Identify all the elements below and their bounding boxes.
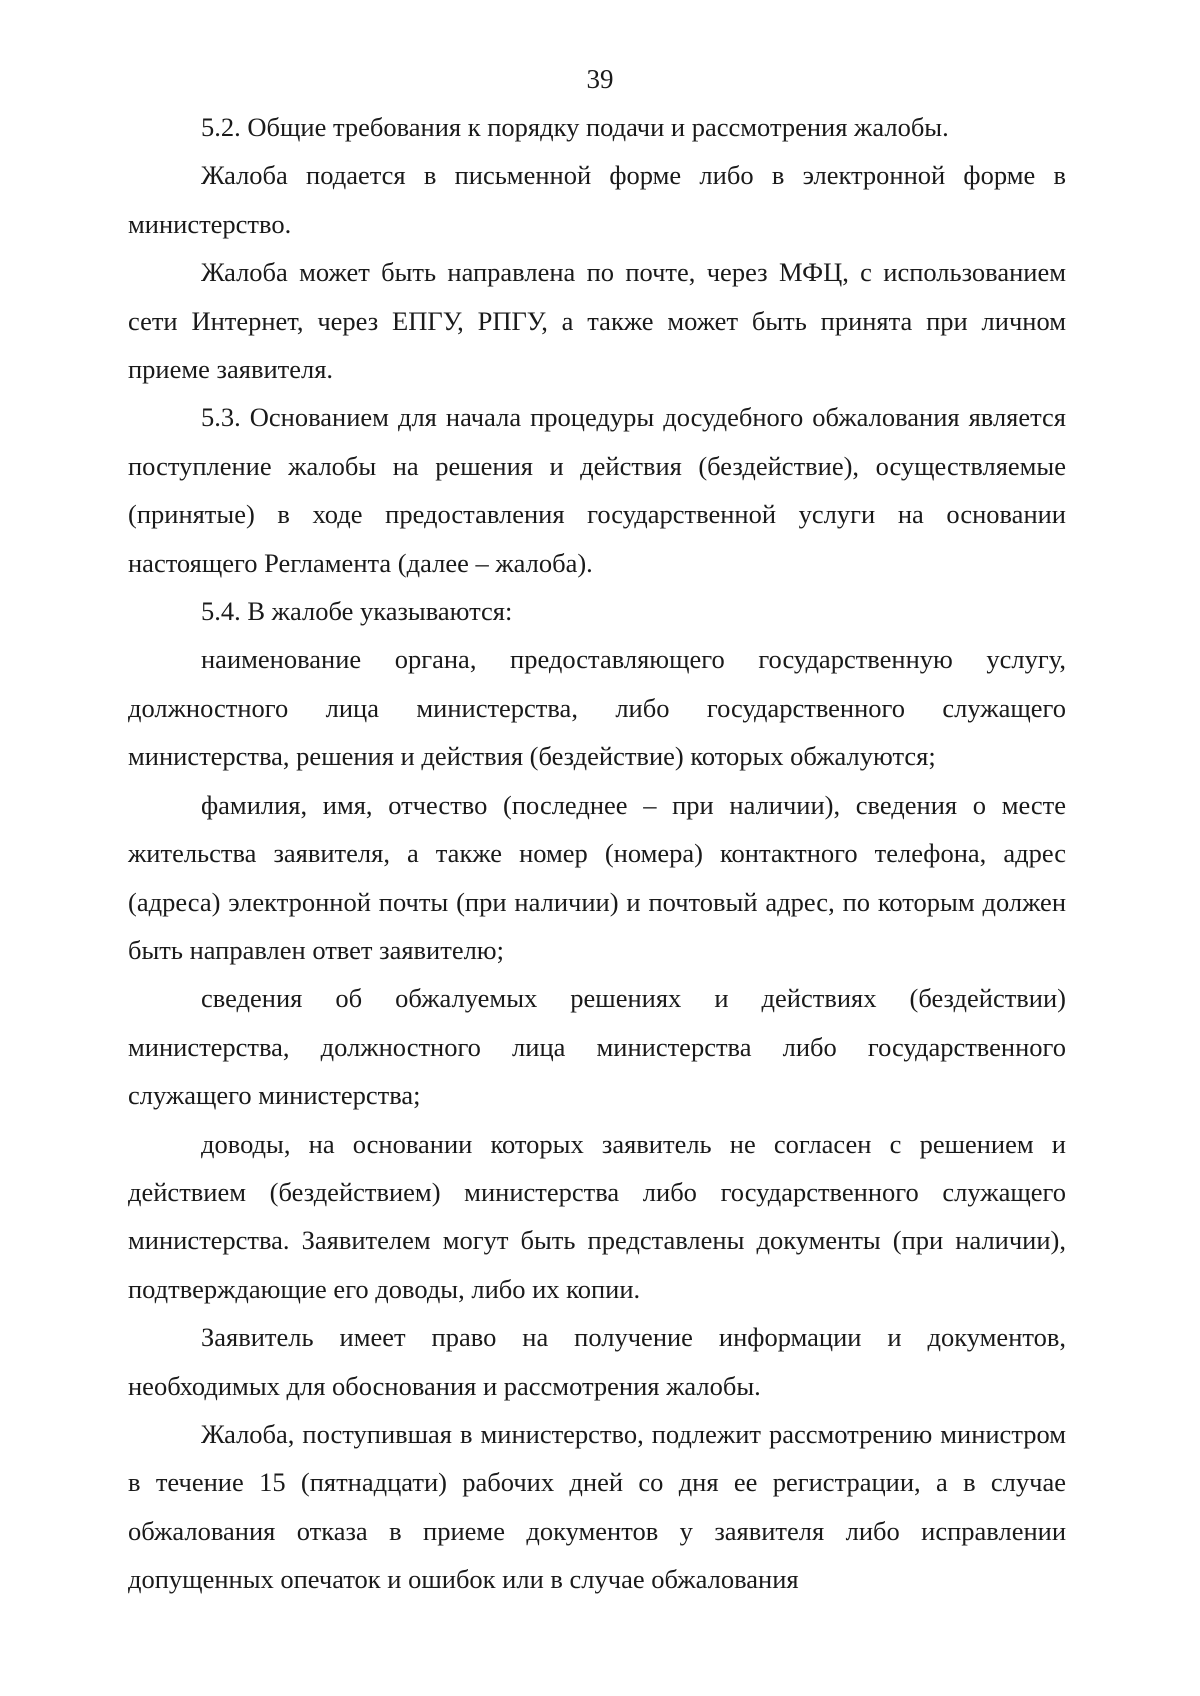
paragraph-5-2-heading: 5.2. Общие требования к порядку подачи и рассмотрения жалобы. [201,112,949,142]
document-body [128,103,1066,1604]
page-number: 39 [586,64,614,94]
paragraph-applicant-details: фамилия, имя, отчество (последнее – при наличии), сведения о месте жительства заявителя, а также номер (номера) контактного телефона, адрес (адреса) электронной почты (при наличии) и почтовый адрес, по которым должен быть направлен ответ заявителю; [128,789,1066,965]
paragraph-authority-name: наименование органа, предоставляющего государственную услугу, должностного лица министерства, либо государственного служащего министерства, решения и действия (бездействие) которых обжалуются; [128,644,1066,772]
paragraph-arguments: доводы, на основании которых заявитель не согласен с решением и действием (бездействием) министерства либо государственного служащего министерства. Заявителем могут быть представлены документы (при наличии), подтверждающие его доводы, либо их копии. [128,1128,1066,1304]
paragraph-complaint-form: Жалоба подается в письменной форме либо в электронной форме в министерство. [128,160,1066,239]
paragraph-complaint-channels: Жалоба может быть направлена по почте, через МФЦ, с использованием сети Интернет, через ЕПГУ, РПГУ, а также может быть принята при личном приеме заявителя. [128,257,1066,385]
paragraph-appealed-decisions: сведения об обжалуемых решениях и действиях (бездействии) министерства, должностного лица министерства либо государственного служащего министерства; [128,983,1066,1111]
paragraph-5-4-heading: 5.4. В жалобе указываются: [201,596,513,627]
paragraph-review-period: Жалоба, поступившая в министерство, подлежит рассмотрению министром в течение 15 (пятнадцати) рабочих дней со дня ее регистрации, а в случае обжалования отказа в приеме документов у заявителя либо исправлении допущенных опечаток и ошибок или в случае обжалования [128,1418,1066,1595]
paragraph-5-3-grounds: 5.3. Основанием для начала процедуры досудебного обжалования является поступление жалобы на решения и действия (бездействие), осуществляемые (принятые) в ходе предоставления государственной услуги на основании настоящего Регламента (далее – жалоба). [128,402,1066,578]
paragraph-right-to-information: Заявитель имеет право на получение информации и документов, необходимых для обоснования и рассмотрения жалобы. [128,1322,1066,1401]
